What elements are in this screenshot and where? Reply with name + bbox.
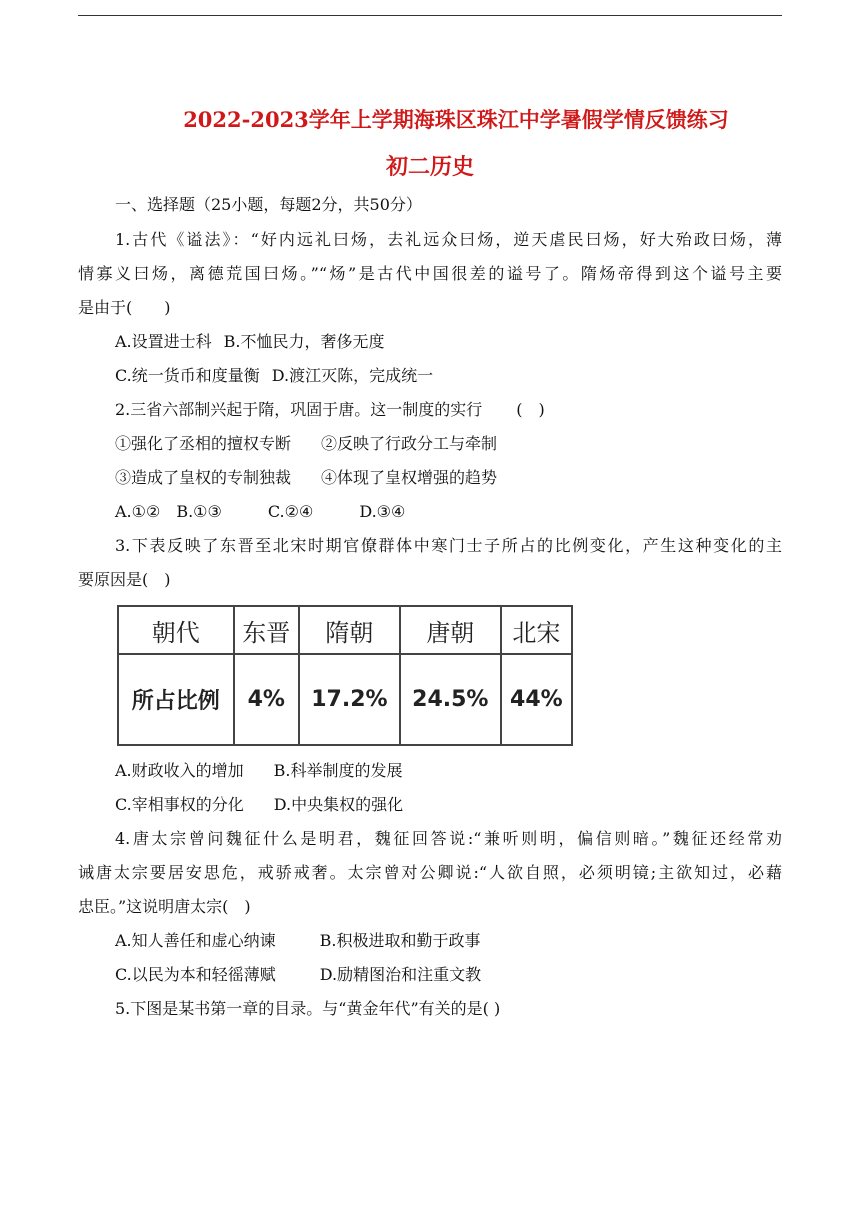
q1-stem-line1: 1.古代《谥法》：“好内远礼曰炀，去礼远众曰炀，逆天虐民曰炀，好大殆政曰炀，薄 [115,230,782,249]
q2-option-c: C.②④ [267,502,314,521]
q4-stem-line2: 诫唐太宗要居安思危，戒骄戒奢。太宗曾对公卿说:“人欲自照，必须明镜;主欲知过，必藉 [78,863,782,882]
q4-option-b: B.积极进取和勤于政事 [319,931,481,950]
q2-statements-row-1 [115,434,497,454]
q3-option-d: D.中央集权的强化 [273,795,404,814]
table-header-cell: 朝代 [118,606,234,654]
q4-option-row-1 [115,931,481,951]
header-rule [78,15,782,16]
q2-statement-4: ④体现了皇权增强的趋势 [321,468,498,487]
q2-statement-2: ②反映了行政分工与牵制 [321,434,498,453]
q1-stem-line3: 是由于( ) [78,298,171,317]
proportion-table [117,605,573,746]
q4-option-a: A.知人善任和虚心纳谏 [115,931,276,950]
q2-statement-1: ①强化了丞相的擅权专断 [115,434,292,453]
page-title: 2022-2023学年上学期海珠区珠江中学暑假学情反馈练习 [183,107,729,132]
q4-option-row-2 [115,965,481,985]
q4-option-d: D.励精图治和注重文教 [319,965,482,984]
table-header-cell: 东晋 [234,606,299,654]
table-cell: 4% [234,654,299,745]
q2-option-d: D.③④ [359,502,406,521]
q1-option-c: C.统一货币和度量衡 [115,366,260,385]
q3-stem-line2: 要原因是( ) [78,570,171,589]
q2-statement-3: ③造成了皇权的专制独裁 [115,468,292,487]
q2-stem [115,400,545,420]
q1-option-b: B.不恤民力，奢侈无度 [223,332,385,351]
q2-stem-text: 2.三省六部制兴起于隋，巩固于唐。这一制度的实行 [115,400,483,419]
page-subtitle: 初二历史 [385,154,474,180]
q3-option-c: C.宰相事权的分化 [115,795,244,814]
q3-option-row-2 [115,795,403,815]
q4-stem-line1: 4.唐太宗曾问魏征什么是明君，魏征回答说:“兼听则明，偏信则暗。”魏征还经常劝 [115,829,782,848]
q1-option-d: D.渡江灭陈，完成统一 [271,366,434,385]
table-header-cell: 北宋 [501,606,572,654]
q1-stem-line2: 情寡义曰炀，离德荒国曰炀。”“炀”是古代中国很差的谥号了。隋炀帝得到这个谥号主要 [78,264,782,283]
q2-option-b: B.①③ [176,502,222,521]
table-header-cell: 隋朝 [299,606,400,654]
section-heading: 一、选择题（25小题，每题2分，共50分） [115,195,422,214]
q3-stem-line1: 3.下表反映了东晋至北宋时期官僚群体中寒门士子所占的比例变化，产生这种变化的主 [115,536,782,555]
q2-option-row [115,502,405,522]
q2-option-a: A.①② [115,502,161,521]
table-cell: 17.2% [299,654,400,745]
q3-option-row-1 [115,761,403,781]
table-cell: 44% [501,654,572,745]
table-row [118,654,572,745]
q3-option-a: A.财政收入的增加 [115,761,244,780]
table-header-cell: 唐朝 [400,606,501,654]
q5-stem-line1: 5.下图是某书第一章的目录。与“黄金年代”有关的是( ) [115,999,501,1018]
q4-option-c: C.以民为本和轻徭薄赋 [115,965,276,984]
q3-option-b: B.科举制度的发展 [273,761,403,780]
q2-statements-row-2 [115,468,497,488]
q2-answer-paren: ( ) [516,400,545,419]
table-row-label: 所占比例 [118,654,234,745]
table-cell: 24.5% [400,654,501,745]
q1-option-row-2 [115,366,433,386]
q1-option-row-1 [115,332,385,352]
q1-option-a: A.设置进士科 [115,332,212,351]
table-header-row [118,606,572,654]
q4-stem-line3: 忠臣。”这说明唐太宗( ) [78,897,251,916]
